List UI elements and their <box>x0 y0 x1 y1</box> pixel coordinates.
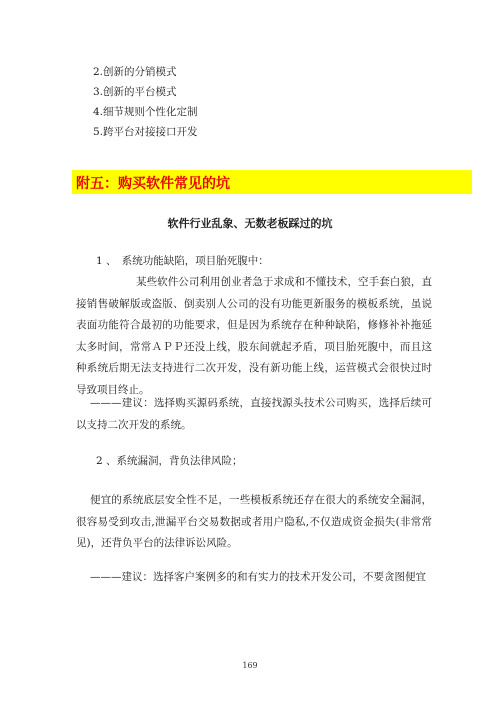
section-title-banner <box>72 170 472 194</box>
point-1-advice: ———建议：选择购买源码系统，直接找源头技术公司购买，选择后续可以支持二次开发的系统。 <box>76 397 432 431</box>
list-item: 2.创新的分销模式 <box>93 66 177 78</box>
feature-list <box>93 62 198 142</box>
list-item: 5.跨平台对接接口开发 <box>93 126 198 138</box>
point-1-heading: 1 、 系统功能缺陷，项目胎死腹中： <box>96 255 269 267</box>
list-item: 3.创新的平台模式 <box>93 86 177 98</box>
point-2-body: 便宜的系统底层安全性不足，一些模板系统还存在很大的系统安全漏洞，很容易受到攻击,泄漏平台交易数据或者用户隐私,不仅造成资金损失(非常常见)，还背负平台的法律诉讼风险。 <box>76 494 432 549</box>
list-item: 4.细节规则个性化定制 <box>93 106 198 118</box>
point-1-body: 某些软件公司利用创业者急于求成和不懂技术，空手套白狼，直接销售破解版或盗版、倒卖别人公司的没有功能更新服务的模板系统，虽说表面功能符合最初的功能要求，但是因为系统存在种种缺陷，修修补补拖延太多时间，常常ＡＰＰ还没上线，股东间就起矛盾，项目胎死腹中，而且这种系统后期无法支持进行二次开发，没有新功能上线，运营模式会很快过时导致项目终止。 <box>76 276 432 396</box>
point-2-heading: 2 、系统漏洞，背负法律风险； <box>96 455 243 467</box>
section-title: 附五：购买软件常见的坑 <box>76 176 230 192</box>
point-2-advice: ———建议：选择客户案例多的和有实力的技术开发公司，不要贪图便宜 <box>90 571 426 583</box>
page-number: 169 <box>242 661 258 670</box>
section-subtitle: 软件行业乱象、无数老板踩过的坑 <box>167 217 333 230</box>
